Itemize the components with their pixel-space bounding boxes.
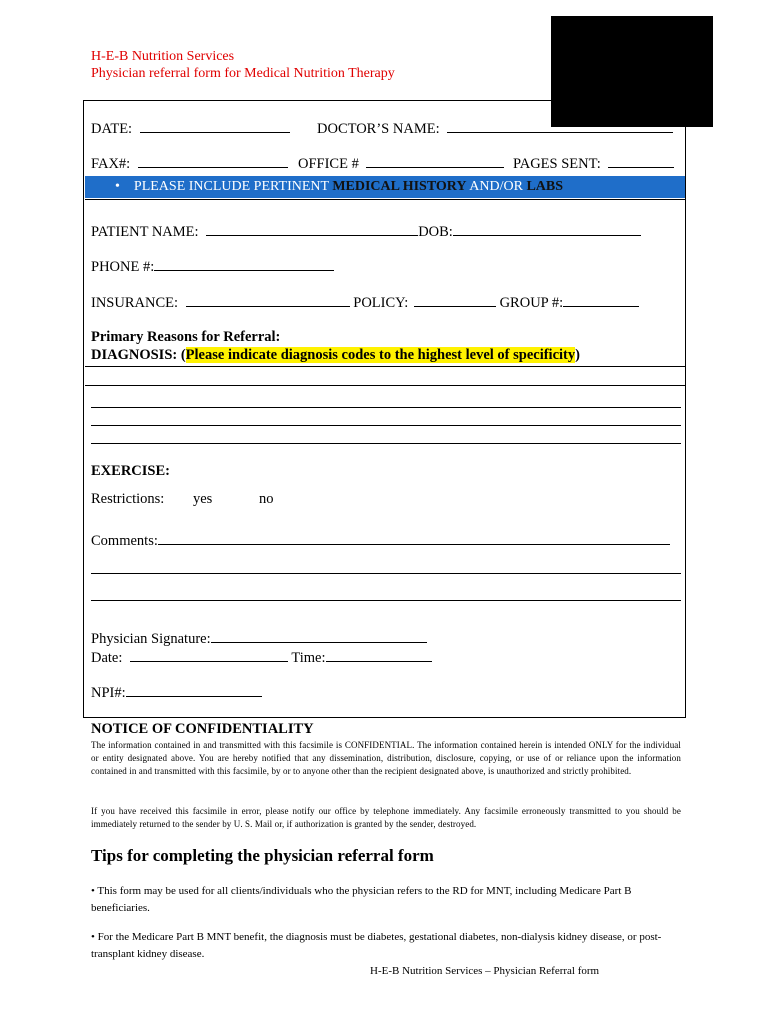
org-name: H-E-B Nutrition Services	[91, 49, 235, 64]
insurance-row	[91, 293, 639, 312]
tips-title: Tips for completing the physician referral form	[91, 846, 434, 865]
confidentiality-para-2: If you have received this facsimile in error, please notify our office by telephone immediately. Any facsimile erroneously transmitted to you should be immediately returned to the sender by U. S. Mail or, if authorization is granted by the sender, destroyed.	[91, 806, 681, 829]
confidentiality-para-1: The information contained in and transmitted with this facsimile is CONFIDENTIAL. The information contained herein is intended ONLY for the individual or entity designated above. You are hereby notified that any dissemination, distribution, disclosure, copying, or use of or reliance upon the information contained in and transmitted with this facsimile, by or to anyone other than the recipient designated above, is unauthorized and strictly prohibited.	[91, 740, 681, 776]
banner-rule	[85, 199, 685, 200]
phone-label: PHONE #:	[91, 259, 155, 275]
form-title: Physician referral form for Medical Nutrition Therapy	[91, 66, 395, 81]
comments-field[interactable]	[158, 531, 670, 545]
date-label: DATE:	[91, 121, 133, 137]
office-label: OFFICE #	[298, 156, 359, 172]
policy-label: POLICY:	[353, 295, 409, 311]
dob-field[interactable]	[453, 222, 641, 236]
signature-label: Physician Signature:	[91, 631, 211, 647]
comments-line-3[interactable]	[91, 600, 681, 601]
restrictions-no[interactable]: no	[259, 491, 274, 507]
diagnosis-rule-top	[85, 366, 685, 367]
pages-label: PAGES SENT:	[513, 156, 601, 172]
npi-field[interactable]	[126, 683, 262, 697]
sig-date-field[interactable]	[130, 648, 288, 662]
policy-field[interactable]	[414, 293, 496, 307]
patient-name-field[interactable]	[206, 222, 418, 236]
patient-row	[91, 222, 641, 241]
diagnosis-line-2[interactable]	[91, 425, 681, 426]
reasons-title: Primary Reasons for Referral:	[91, 329, 281, 345]
diagnosis-line-1[interactable]	[91, 407, 681, 408]
doctor-name-field[interactable]	[447, 119, 673, 133]
office-field[interactable]	[366, 154, 504, 168]
signature-row	[91, 629, 427, 648]
comments-line-2[interactable]	[91, 573, 681, 574]
diagnosis-note: Please indicate diagnosis codes to the highest level of specificity	[185, 347, 576, 363]
banner-labs: LABS	[526, 179, 564, 194]
fax-label: FAX#:	[91, 156, 131, 172]
banner-mid: AND/OR	[466, 179, 527, 194]
patient-label: PATIENT NAME:	[91, 224, 199, 240]
comments-label: Comments:	[91, 533, 158, 549]
signature-field[interactable]	[211, 629, 427, 643]
footer-text: H-E-B Nutrition Services – Physician Referral form	[370, 965, 600, 977]
sig-date-label: Date:	[91, 650, 123, 666]
office-row	[298, 154, 504, 173]
restrictions-yes[interactable]: yes	[193, 491, 213, 507]
phone-row	[91, 257, 334, 276]
doctor-row	[317, 119, 673, 138]
insurance-field[interactable]	[186, 293, 350, 307]
diagnosis-line-3[interactable]	[91, 443, 681, 444]
banner-medical-history: MEDICAL HISTORY	[332, 179, 467, 194]
group-field[interactable]	[563, 293, 639, 307]
date-row	[91, 119, 290, 138]
banner-prefix: PLEASE INCLUDE PERTINENT	[133, 179, 333, 194]
history-banner	[85, 176, 685, 198]
group-label: GROUP #:	[499, 295, 564, 311]
time-label: Time:	[291, 650, 326, 666]
dob-label: DOB:	[418, 224, 453, 240]
exercise-label: EXERCISE:	[91, 463, 170, 479]
fax-row	[91, 154, 288, 173]
npi-row	[91, 683, 262, 702]
doctor-label: DOCTOR’S NAME:	[317, 121, 440, 137]
comments-row	[91, 531, 670, 550]
restrictions-label: Restrictions:	[91, 491, 165, 507]
insurance-label: INSURANCE:	[91, 295, 179, 311]
sig-date-row	[91, 648, 432, 667]
date-field[interactable]	[140, 119, 290, 133]
banner-bullet: •	[115, 179, 120, 194]
tips-item-2: • For the Medicare Part B MNT benefit, the diagnosis must be diabetes, gestational diabetes, non-dialysis kidney disease, or post-transplant kidney disease.	[91, 931, 662, 960]
pages-field[interactable]	[608, 154, 674, 168]
phone-field[interactable]	[154, 257, 334, 271]
time-field[interactable]	[326, 648, 432, 662]
npi-label: NPI#:	[91, 685, 126, 701]
diagnosis-label: DIAGNOSIS: (	[91, 347, 186, 363]
confidentiality-title: NOTICE OF CONFIDENTIALITY	[91, 721, 314, 737]
diagnosis-rule-bottom	[85, 385, 685, 386]
pages-row	[513, 154, 674, 173]
diagnosis-close: )	[575, 347, 580, 363]
diagnosis-row	[91, 346, 580, 364]
fax-field[interactable]	[138, 154, 288, 168]
tips-item-1: • This form may be used for all clients/individuals who the physician refers to the RD for MNT, including Medicare Part B beneficiaries.	[91, 885, 632, 914]
